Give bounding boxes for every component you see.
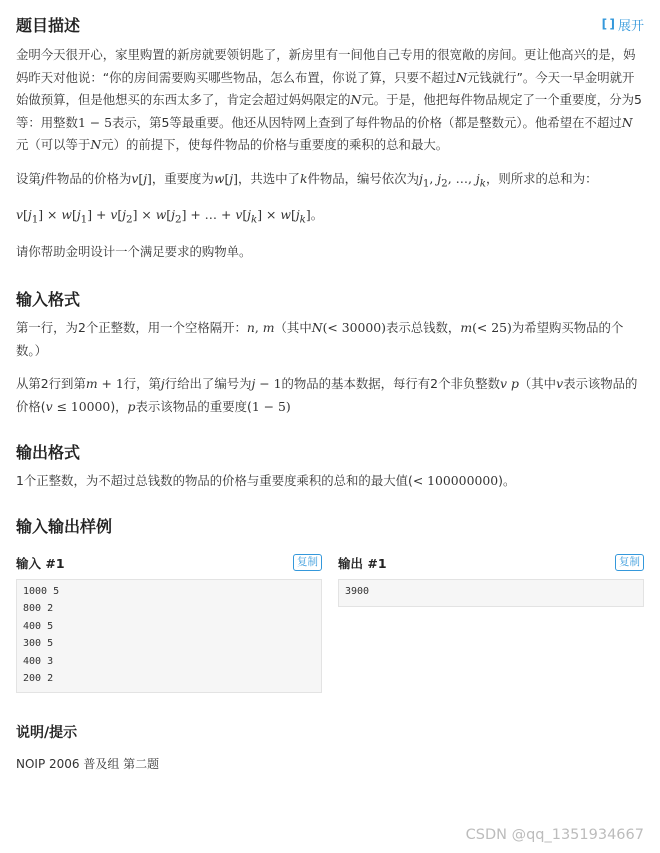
description-paragraph-2: 设第j件物品的价格为v[j]，重要度为w[j]，共选中了k件物品，编号依次为$j_1$, $j_2$, …, $j_k$，则所求的总和为： [16,170,598,189]
copy-output-button[interactable]: 复制 [615,554,644,571]
code-line: 200 2 [23,672,54,684]
code-line: 400 5 [23,620,54,632]
input-format-header [16,285,644,311]
sample-output-title: 输出 #1 [338,555,387,571]
section-title-hint: 说明/提示 [16,724,78,741]
sample-input-code [16,579,322,693]
sample-input [16,553,322,693]
section-title-output: 输出格式 [16,442,81,462]
sum-formula: $v[j_1] \times w[j_1] + v[j_2] \times w[j_2]$ + … + $v[j_k] \times w[j_k]$。 [16,207,324,226]
code-line: 1000 5 [23,585,60,597]
input-format-paragraph-2: 从第2行到第m + 1行，第j行给出了编号为j − 1的物品的基本数据，每行有2个非负整数v p（其中v表示该物品的价格(v ≤ 10000)，p表示该物品的重要度(1 − 5) [16,376,638,414]
section-title-input: 输入格式 [16,289,81,309]
output-format-paragraph: 1个正整数，为不超过总钱数的物品的价格与重要度乘积的总和的最大值(< 100000000)。 [16,473,516,489]
output-format-header [16,438,644,464]
sample-input-header [16,553,322,573]
description-paragraph-3: 请你帮助金明设计一个满足要求的购物单。 [16,243,252,259]
section-title-description: 题目描述 [16,15,81,35]
csdn-watermark: CSDN @qq_1351934667 [465,827,644,843]
samples-container [16,553,644,693]
expand-brackets-icon: [ ] [601,17,615,31]
section-title-samples: 输入输出样例 [16,517,113,537]
problem-description-header [16,11,644,37]
sample-input-title: 输入 #1 [16,555,65,571]
input-format-paragraph-1: 第一行，为2个正整数，用一个空格隔开：n, m（其中N(< 30000)表示总钱数，m(< 25)为希望购买物品的个数。） [16,320,624,358]
samples-header [16,513,644,539]
sample-output-code [338,579,644,607]
sample-output-header [338,553,644,573]
description-paragraph-1: 金明今天很开心，家里购置的新房就要领钥匙了，新房里有一间他自己专用的很宽敞的房间。更让他高兴的是，妈妈昨天对他说：“你的房间需要购买哪些物品，怎么布置，你说了算，只要不超过N元钱就行”。今天一早金明就开始做预算，但是他想买的东西太多了，肯定会超过妈妈限定的N元。于是，他把每件物品规定了一个重要度，分为5等：用整数1 − 5表示，第5等最重要。他还从因特网上查到了每件物品的价格（都是整数元）。他希望在不超过N元（可以等于N元）的前提下，使每件物品的价格与重要度的乘积的总和最大。 [16,47,642,152]
expand-button[interactable] [602,15,644,34]
expand-label: 展开 [617,18,644,34]
code-line: 800 2 [23,603,54,615]
sample-output [338,553,644,693]
hint-header [16,719,644,745]
code-line: 300 5 [23,638,54,650]
hint-text: NOIP 2006 普及组 第二题 [16,756,160,771]
problem-page [0,11,660,853]
copy-input-button[interactable]: 复制 [293,554,322,571]
code-line: 3900 [345,585,370,597]
code-line: 400 3 [23,655,54,667]
